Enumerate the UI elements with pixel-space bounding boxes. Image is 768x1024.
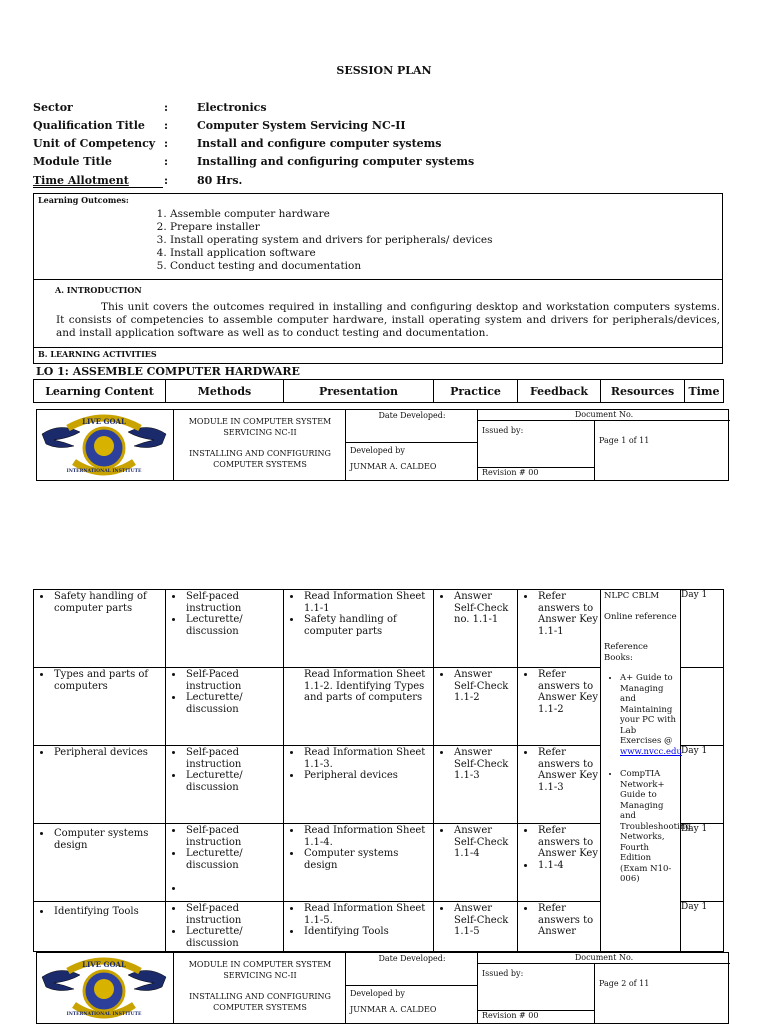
info-value: Installing and configuring computer systems <box>197 155 475 168</box>
method-item-empty <box>184 883 283 895</box>
practice-cell: • Answer Self-Check 1.1-2 <box>452 669 517 704</box>
method-item: • Lecturette/ discussion <box>184 692 283 715</box>
footer-document-cell <box>477 953 729 1023</box>
footer-developed-by: Developed by <box>350 989 405 998</box>
footer-issued-by: Issued by: <box>482 969 524 978</box>
footer-module-line: COMPUTER SYSTEMS <box>213 460 307 469</box>
presentation-item: • Read Information Sheet 1.1-1 <box>302 591 433 614</box>
introduction-text: This unit covers the outcomes required in installing and configuring desktop and workstation computers systems. It consists of competencies to assemble computer hardware, install operating system and drivers for peripherals/devices, and install application software as well as to conduct testing and documentation. <box>56 301 720 339</box>
footer-revision: Revision # 00 <box>482 1011 539 1020</box>
resource-line: NLPC CBLM <box>604 591 660 601</box>
info-colon: : <box>164 174 169 187</box>
feedback-cell: • Refer answers to Answer Key <box>536 825 600 860</box>
activities-table <box>33 589 724 952</box>
footer-module-line: SERVICING NC-II <box>223 428 297 437</box>
footer-developer-cell <box>345 410 477 480</box>
underline-rule <box>33 187 163 188</box>
presentation-item: • Identifying Tools <box>302 926 433 938</box>
presentation-text: Read Information Sheet 1.1-2. Identifying Types and parts of computers <box>304 669 426 703</box>
feedback-cell: • Refer answers to Answer Key 1.1-2 <box>536 669 600 715</box>
presentation-item: • Read Information Sheet 1.1-5. <box>302 903 433 926</box>
learning-activities-heading: B. LEARNING ACTIVITIES <box>38 349 157 359</box>
info-value: Electronics <box>197 101 267 114</box>
footer-page-cell <box>594 420 730 480</box>
info-value: Computer System Servicing NC-II <box>197 119 406 132</box>
info-label: Module Title <box>33 155 112 168</box>
footer-module-line: INSTALLING AND CONFIGURING <box>189 449 331 458</box>
info-label: Time Allotment <box>33 174 129 187</box>
method-item: • Self-paced instruction <box>184 591 283 614</box>
table-row <box>34 590 724 668</box>
footer-developer-name: JUNMAR A. CALDEO <box>350 462 437 471</box>
method-item: • Lecturette/ discussion <box>184 614 283 637</box>
method-item: • Self-Paced instruction <box>184 669 283 692</box>
presentation-item: • Safety handling of computer parts <box>302 614 433 637</box>
method-item: • Lecturette/ discussion <box>184 926 283 949</box>
resources-cell <box>601 590 691 952</box>
info-label: Sector <box>33 101 73 114</box>
outcome-item: 3. Install operating system and drivers for peripherals/ devices <box>170 234 492 247</box>
divider <box>346 442 478 443</box>
method-item: • Self-paced instruction <box>184 747 283 770</box>
time-cell: Day 1 <box>681 590 724 668</box>
time-cell: Day 1 <box>681 902 724 952</box>
info-label: Qualification Title <box>33 119 145 132</box>
practice-cell: • Answer Self-Check 1.1-4 <box>452 825 517 860</box>
method-item: • Self-paced instruction <box>184 903 283 926</box>
time-cell: Day 1 <box>681 746 724 824</box>
footer-page-number: Page 2 of 11 <box>599 979 650 988</box>
lo-title: LO 1: ASSEMBLE COMPUTER HARDWARE <box>36 365 300 378</box>
logo-lettering-top: LIVE GOAL <box>82 417 126 426</box>
resource-book <box>620 673 682 757</box>
learning-content-cell: • Peripheral devices <box>52 747 165 759</box>
feedback-cell: • Refer answers to Answer Key 1.1-3 <box>536 747 600 793</box>
info-value: 80 Hrs. <box>197 174 243 187</box>
learning-outcomes-heading: Learning Outcomes: <box>38 195 129 205</box>
learning-content-cell: • Computer systems design <box>52 828 165 851</box>
footer-issued-by: Issued by: <box>482 426 524 435</box>
method-item: • Self-paced instruction <box>184 825 283 848</box>
resource-line: Reference Books: <box>604 642 648 663</box>
feedback-cell: • Refer answers to Answer <box>536 903 600 938</box>
footer-module-line: SERVICING NC-II <box>223 971 297 980</box>
footer-developer-name: JUNMAR A. CALDEO <box>350 1005 437 1014</box>
learning-activities-box <box>33 347 723 364</box>
info-colon: : <box>164 155 169 168</box>
presentation-item: • Read Information Sheet 1.1-4. <box>302 825 433 848</box>
page-footer-1 <box>36 409 729 481</box>
outcome-item: 4. Install application software <box>170 247 492 260</box>
resource-book-text: A+ Guide to Managing and Maintaining your PC with Lab Exercises @ <box>620 673 676 746</box>
document-title: SESSION PLAN <box>336 64 432 77</box>
footer-revision: Revision # 00 <box>482 468 539 477</box>
info-colon: : <box>164 137 169 150</box>
feedback-extra: • 1.1-4 <box>536 860 600 872</box>
col-time: Time <box>685 380 724 403</box>
info-value: Install and configure computer systems <box>197 137 442 150</box>
resource-link[interactable]: www.nvcc.edu <box>620 746 682 757</box>
footer-document-cell <box>477 410 729 480</box>
info-colon: : <box>164 101 169 114</box>
time-cell <box>681 668 724 746</box>
footer-page-cell <box>594 963 730 1023</box>
footer-page-number: Page 1 of 11 <box>599 436 650 445</box>
introduction-heading: A. INTRODUCTION <box>55 285 142 295</box>
footer-developed-by: Developed by <box>350 446 405 455</box>
feedback-cell: • Refer answers to Answer Key 1.1-1 <box>536 591 600 637</box>
footer-module-cell <box>173 410 345 480</box>
footer-module-line: MODULE IN COMPUTER SYSTEM <box>188 417 332 426</box>
method-item: • Lecturette/ discussion <box>184 848 283 871</box>
time-cell: Day 1 <box>681 824 724 902</box>
col-resources: Resources <box>601 380 685 403</box>
activities-header-table <box>33 379 724 403</box>
practice-cell: • Answer Self-Check 1.1-3 <box>452 747 517 782</box>
outcome-item: 1. Assemble computer hardware <box>170 208 492 221</box>
info-colon: : <box>164 119 169 132</box>
footer-date-developed: Date Developed: <box>378 954 446 963</box>
presentation-item: • Peripheral devices <box>302 770 433 782</box>
logo-lettering-bottom: INTERNATIONAL INSTITUTE <box>66 469 142 474</box>
practice-cell: • Answer Self-Check no. 1.1-1 <box>452 591 517 626</box>
footer-module-cell <box>173 953 345 1023</box>
presentation-item: • Computer systems design <box>302 848 433 871</box>
method-item: • Lecturette/ discussion <box>184 770 283 793</box>
logo-lettering-bottom: INTERNATIONAL INSTITUTE <box>66 1012 142 1017</box>
col-methods: Methods <box>166 380 284 403</box>
footer-module-line: INSTALLING AND CONFIGURING <box>189 992 331 1001</box>
footer-module-line: MODULE IN COMPUTER SYSTEM <box>188 960 332 969</box>
footer-document-no: Document No. <box>574 953 634 962</box>
resource-book: • CompTIA Network+ Guide to Managing and Troubleshooting Networks, Fourth Edition (Exam N10-006) <box>620 769 678 885</box>
info-label: Unit of Competency <box>33 137 156 150</box>
footer-developer-cell <box>345 953 477 1023</box>
outcome-item: 5. Conduct testing and documentation <box>170 260 492 273</box>
col-learning-content: Learning Content <box>34 380 166 403</box>
col-presentation: Presentation <box>284 380 434 403</box>
learning-content-cell: • Types and parts of computers <box>52 669 165 692</box>
institution-logo <box>40 412 168 478</box>
footer-document-no: Document No. <box>574 410 634 419</box>
divider <box>346 985 478 986</box>
learning-content-cell: • Safety handling of computer parts <box>52 591 165 614</box>
institution-logo <box>40 955 168 1021</box>
learning-content-cell: • Identifying Tools <box>52 906 165 918</box>
outcome-item: 2. Prepare installer <box>170 221 492 234</box>
col-practice: Practice <box>434 380 518 403</box>
resource-line: Online reference <box>604 611 677 622</box>
footer-module-line: COMPUTER SYSTEMS <box>213 1003 307 1012</box>
col-feedback: Feedback <box>518 380 601 403</box>
learning-outcomes-list <box>136 208 492 273</box>
presentation-item: • Read Information Sheet 1.1-3. <box>302 747 433 770</box>
footer-date-developed: Date Developed: <box>378 411 446 420</box>
practice-cell: • Answer Self-Check 1.1-5 <box>452 903 517 938</box>
logo-lettering-top: LIVE GOAL <box>82 960 126 969</box>
page-footer-2 <box>36 952 729 1024</box>
